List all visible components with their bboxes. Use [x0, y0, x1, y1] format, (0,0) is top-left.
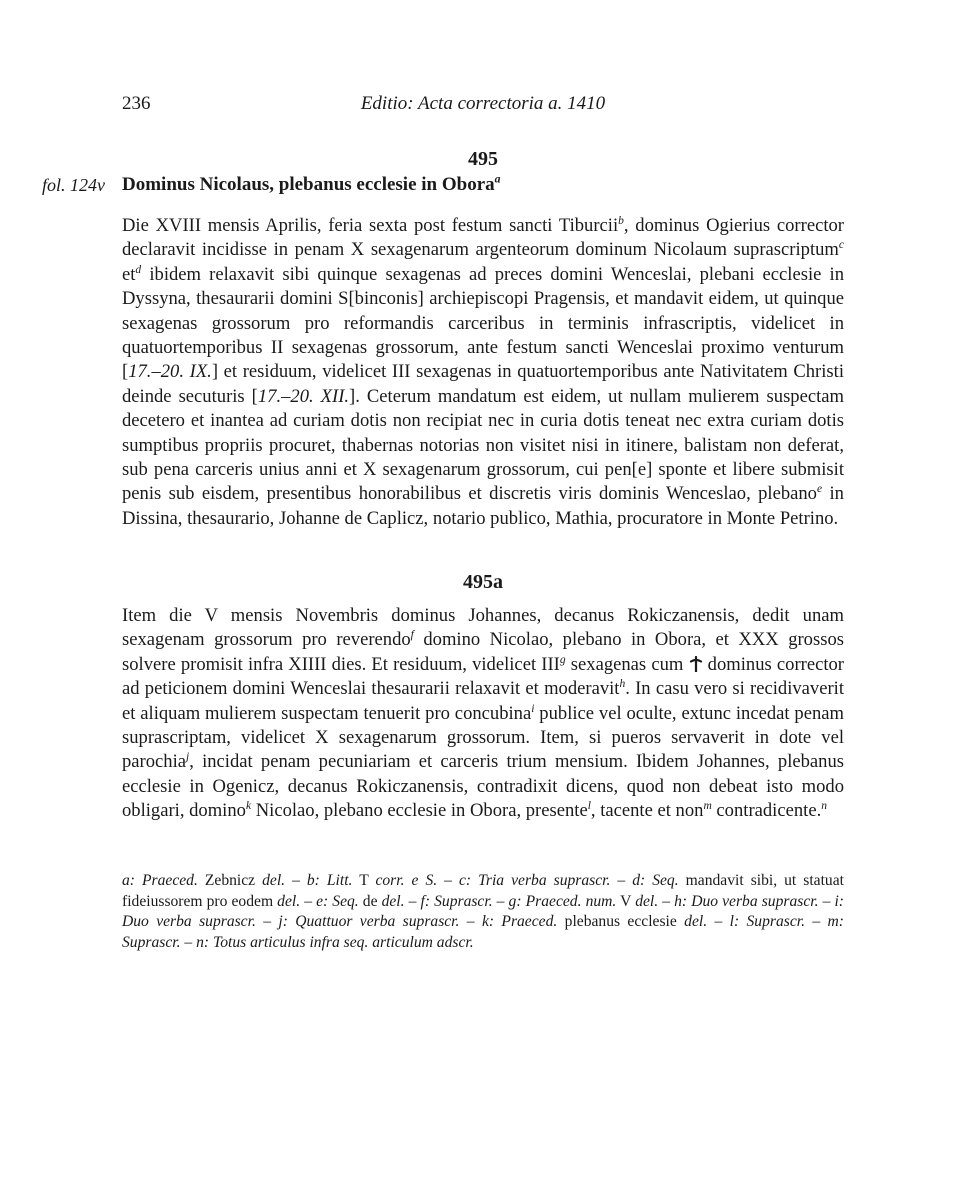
footnote-run: – g: Praeced. num.	[492, 892, 617, 910]
footnote-marker: b	[618, 214, 624, 227]
entry-title-text: Dominus Nicolaus, plebanus ecclesie in Obora	[122, 174, 495, 195]
footnote-run: del.	[635, 892, 659, 910]
footnote-marker: c	[838, 239, 844, 252]
footnote-run: – h: Duo verba suprascr.	[658, 892, 819, 910]
footnote-run: del.	[684, 913, 708, 931]
text-run: publice vel oculte, extunc incedat penam suprascriptam, videlicet X sexagenarum grossorum. Item, si pueros servaverit in dote vel parochia	[122, 702, 844, 773]
footnote-run: del.	[277, 892, 301, 910]
date-note: 17.–20. IX.	[128, 361, 212, 383]
footnote-run: – e: Seq.	[300, 892, 359, 910]
footnote-marker: f	[410, 629, 414, 642]
text-run: Nicolao, plebano ecclesie in Obora, presente	[251, 800, 588, 822]
page-header	[122, 93, 844, 117]
footnote-run: Zebnicz	[197, 872, 263, 889]
footnote-marker: i	[531, 702, 535, 715]
text-run: contradicente.	[711, 800, 822, 822]
footnote-run: – m: Suprascr.	[122, 913, 844, 951]
footnote-run: – n: Totus articulus infra seq. articulum adscr.	[180, 933, 474, 951]
footnote-run: del.	[381, 892, 405, 910]
text-run: , incidat penam pecuniariam et carceris trium mensium. Ibidem Johannes, plebanus ecclesie in Ogenicz, decanus Rokiczanensis, contradixit dicens, quod non debeat isto modo obligari, domino	[122, 751, 844, 822]
page-number: 236	[122, 93, 151, 114]
entry-495a-paragraph	[122, 604, 844, 824]
footnote-marker: a	[494, 172, 501, 186]
footnote-run: – j: Quattuor verba suprascr.	[255, 913, 460, 931]
entry-number-495a: 495a	[463, 571, 503, 593]
text-run: domino Nicolao, plebano in Obora, et XXX grossos solvere promisit infra XIIII dies. Et residuum, videlicet III	[122, 629, 844, 675]
text-run: Item die V mensis Novembris dominus Johannes, decanus Rokiczanensis, dedit unam sexagenam grossorum pro reverendo	[122, 605, 844, 651]
footnote-marker: j	[186, 751, 190, 764]
text-run: , dominus Ogierius corrector declaravit incidisse in penam X sexagenarum argenteorum dominum Nicolaum suprascriptum	[122, 215, 844, 261]
text-run: Die XVIII mensis Aprilis, feria sexta post festum sancti Tiburcii	[122, 215, 619, 236]
footnote-run: – k: Praeced.	[459, 913, 558, 931]
entry-495-paragraph	[122, 214, 844, 531]
footnote-run: – i: Duo verba suprascr.	[122, 892, 844, 931]
text-run: ] et residuum, videlicet III sexagenas in quatuortemporibus ante Nativitatem Christi deinde secuturis [	[122, 361, 844, 407]
footnote-run: T	[352, 872, 376, 889]
footnote-marker: d	[135, 263, 142, 276]
text-run: ]. Ceterum mandatum est eidem, ut nullam mulierem suspectam decetero et inantea ad curiam dotis non recipiat nec in curia dotis teneat nec extra curiam dotis sumptibus propriis procuret, thabernas notorias non visitet nisi in itinere, balistam non deferat, sub pena carceris unius anni et X sexagenarum grossorum, cui pen[e] sponte et libere submisit penis sub eisdem, presentibus honorabilibus et discretis viris dominis Wenceslao, plebano	[122, 385, 844, 505]
footnote-run: de	[358, 892, 382, 910]
date-note: 17.–20. XII.	[257, 385, 350, 407]
entry-title	[122, 174, 844, 196]
footnote-run: mandavit sibi, ut statuat fideiussorem pro eodem	[122, 872, 844, 910]
cross-symbol-icon	[689, 656, 703, 672]
footnotes-apparatus	[122, 871, 844, 953]
text-run: , tacente et non	[590, 800, 704, 822]
footnote-marker: m	[703, 800, 712, 813]
folio-reference: fol. 124v	[42, 175, 105, 195]
text-run: ibidem relaxavit sibi quinque sexagenas ad preces domini Wenceslai, plebani ecclesie in Dyssyna, thesaurarii domini S[binconis] archiepiscopi Pragensis, et mandavit eidem, ut quinque sexagenas grossorum pro reformandis carceribus in terminis infrascriptis, videlicet in quatuortemporibus II sexagenas grossorum, ante festum sancti Wenceslai proximo venturum [	[122, 263, 844, 383]
footnote-marker: e	[816, 483, 823, 496]
footnote-run: – b: Litt.	[285, 872, 353, 889]
footnote-run: – d: Seq.	[610, 872, 679, 889]
footnote-run: corr. e	[375, 872, 419, 889]
text-run: dominus corrector ad peticionem domini Wenceslai thesaurarii relaxavit et moderavit	[122, 653, 844, 700]
text-run: . In casu vero si recidivaverit et aliquam mulierem suspectam tenuerit pro concubina	[122, 678, 844, 724]
footnote-marker: n	[821, 800, 827, 813]
text-run: sexagenas cum	[565, 653, 689, 675]
running-title: Editio: Acta correctoria a. 1410	[360, 93, 606, 114]
footnote-run: S. – c: Tria verba suprascr.	[418, 872, 611, 889]
text-run: in Dissina, thesaurario, Johanne de Caplicz, notario publico, Mathia, procuratore in Monte Petrino.	[122, 483, 844, 529]
footnote-marker: g	[559, 653, 566, 666]
footnote-run: a: Praeced.	[122, 872, 198, 889]
footnote-run: – f: Suprascr.	[404, 892, 493, 910]
footnote-marker: k	[245, 800, 252, 813]
footnote-run: V	[616, 892, 636, 910]
text-run: et	[122, 263, 136, 285]
footnote-run: plebanus ecclesie	[557, 913, 685, 931]
footnote-marker: h	[619, 678, 626, 691]
footnote-run: – l: Suprascr.	[707, 913, 805, 931]
footnote-run: del.	[262, 872, 286, 889]
footnote-marker: l	[587, 800, 591, 813]
entry-number-495: 495	[468, 148, 498, 170]
